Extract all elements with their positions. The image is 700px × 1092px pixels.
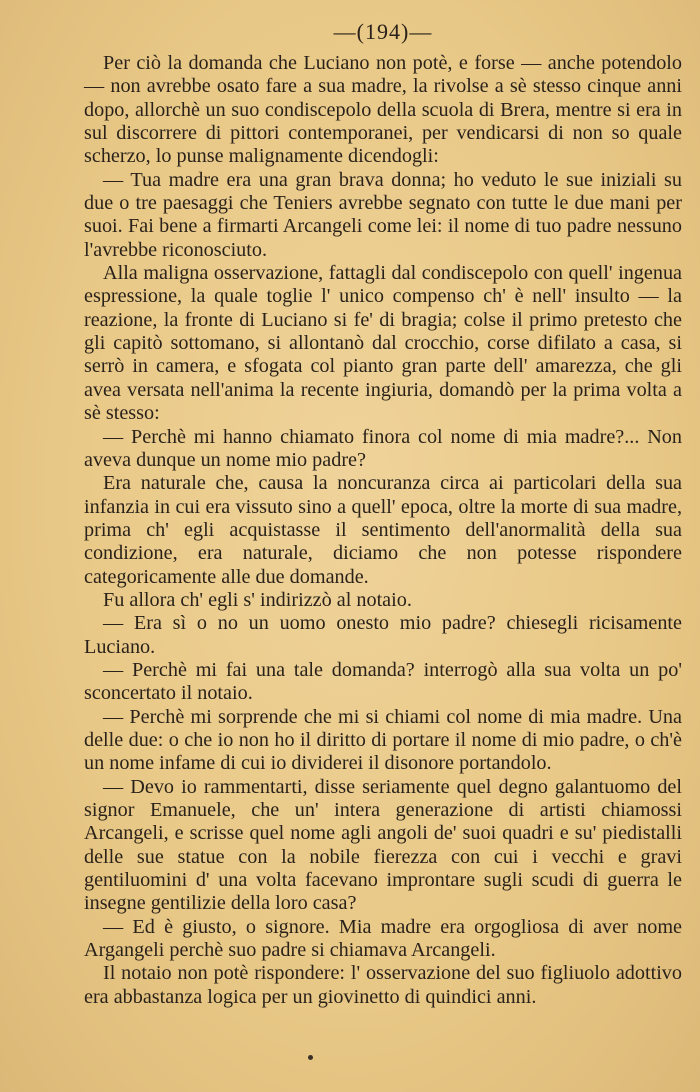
book-page xyxy=(84,18,682,1009)
paragraph: Per ciò la domanda che Luciano non potè, e forse — anche potendolo — non avrebbe osato fare a sua madre, la rivolse a sè stesso cinque anni dopo, allorchè un suo condiscepolo della scuola di Brera, mentre si era in sul discorrere di pittori contemporanei, per vendicarsi di non so quale scherzo, lo punse malignamente dicendogli: xyxy=(84,52,682,168)
paragraph: — Ed è giusto, o signore. Mia madre era orgogliosa di aver nome Argangeli perchè suo padre si chiamava Arcangeli. xyxy=(84,915,682,962)
paragraph: — Era sì o no un uomo onesto mio padre? chiesegli ricisamente Luciano. xyxy=(84,612,682,658)
paragraph: — Perchè mi hanno chiamato finora col nome di mia madre?... Non aveva dunque un nome mio padre? xyxy=(84,425,682,471)
page-number: —(194)— xyxy=(333,19,433,44)
paragraph: — Devo io rammentarti, disse seriamente quel degno galantuomo del signor Emanuele, che un' intera generazione di artisti chiamossi Arcangeli, e scrisse quel nome agli angoli de' suoi quadri e su' piedistalli delle sue statue con la nobile fierezza con cui i vecchi e gravi gentiluomini d' una volta facevano improntare sugli scudi di guerra le insegne gentilizie della loro casa? xyxy=(84,775,682,915)
paragraph: — Perchè mi sorprende che mi si chiami col nome di mia madre. Una delle due: o che io non ho il diritto di portare il nome di mio padre, o ch'è un nome infame di cui io dividerei il disonore portandolo. xyxy=(84,705,682,775)
ink-dot-mark xyxy=(308,1055,313,1060)
paragraph: Fu allora ch' egli s' indirizzò al notaio. xyxy=(103,588,412,611)
page-body xyxy=(84,52,682,1009)
paragraph: — Perchè mi fai una tale domanda? interrogò alla sua volta un po' sconcertato il notaio. xyxy=(84,658,682,705)
paragraph: — Tua madre era una gran brava donna; ho veduto le sue iniziali su due o tre paesaggi che Teniers avrebbe segnato con tutte le due mani per suoi. Fai bene a firmarti Arcangeli come lei: il nome di tuo padre nessuno l'avrebbe riconosciuto. xyxy=(84,168,682,261)
paragraph: Era naturale che, causa la noncuranza circa ai particolari della sua infanzia in cui era vissuto sino a quell' epoca, oltre la morte di sua madre, prima ch' egli acquistasse il sentimento dell'anormalità della sua condizione, era naturale, diciamo che non potesse rispondere categoricamente alle due domande. xyxy=(84,472,682,588)
paragraph: Il notaio non potè rispondere: l' osservazione del suo figliuolo adottivo era abbastanza logica per un giovinetto di quindici anni. xyxy=(84,962,682,1008)
paragraph: Alla maligna osservazione, fattagli dal condiscepolo con quell' ingenua espressione, la quale toglie l' unico compenso ch' è nell' insulto — la reazione, la fronte di Luciano si fe' di bragia; colse il primo pretesto che gli capitò sottomano, si allontanò dal crocchio, corse difilato a casa, si serrò in camera, e sfogata col pianto gran parte dell' amarezza, che gli avea versata nell'anima la recente ingiuria, domandò per la prima volta a sè stesso: xyxy=(84,262,682,425)
